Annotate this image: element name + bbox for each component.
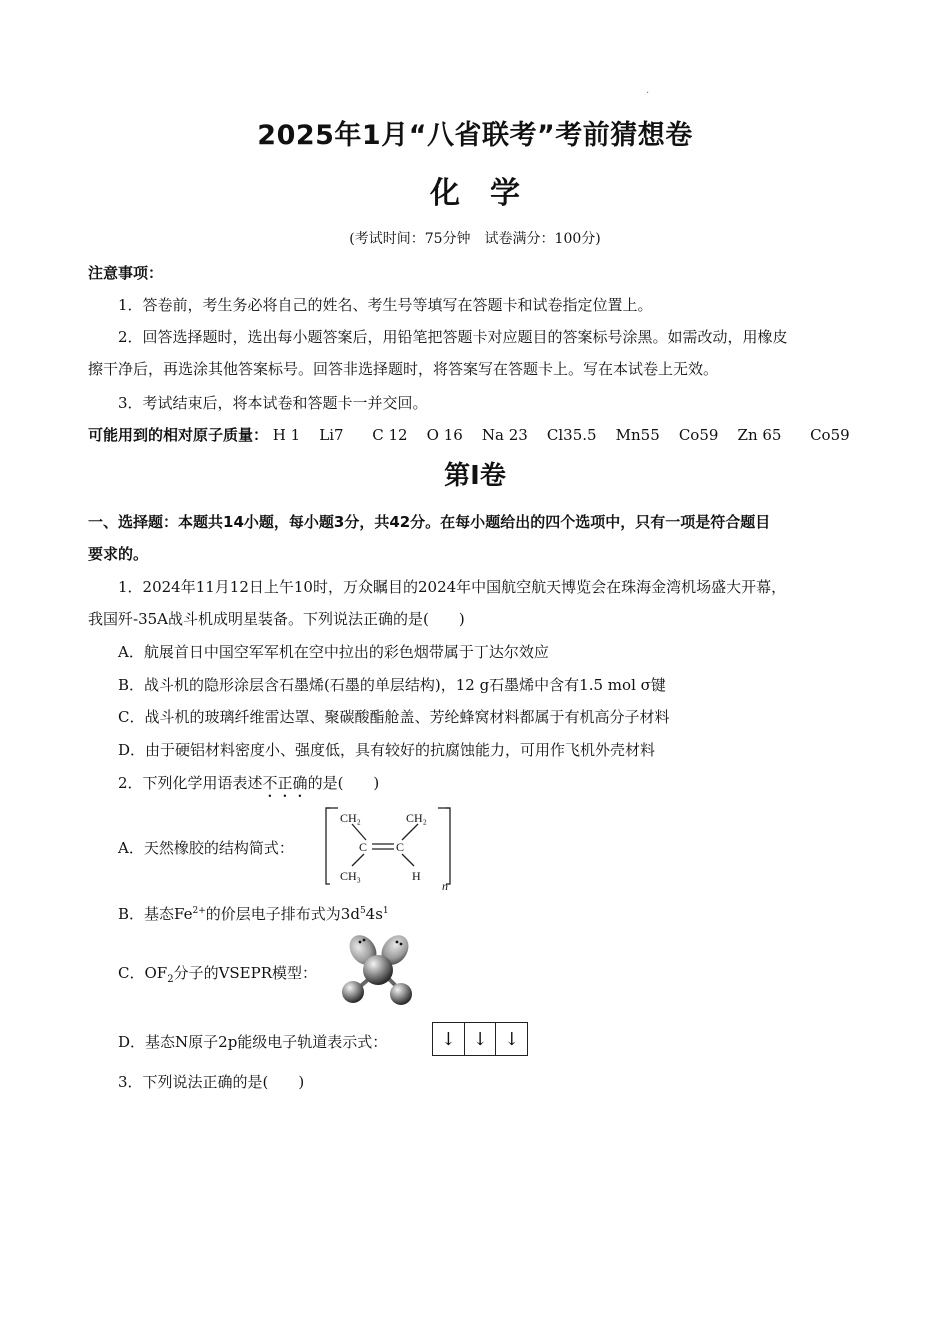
mass-mn: Mn55 [615, 426, 660, 444]
mass-co: Co59 [678, 426, 719, 444]
struct-n: n [442, 879, 448, 890]
q1-option-d: D．由于硬铝材料密度小、强度低，具有较好的抗腐蚀能力，可用作飞机外壳材料 [118, 741, 656, 759]
notice-item-1: 1．答卷前，考生务必将自己的姓名、考生号等填写在答题卡和试卷指定位置上。 [118, 296, 653, 314]
section-instructions-cont: 要求的。 [88, 545, 149, 563]
mass-o: O 16 [426, 426, 463, 444]
struct-ch3: CH₃ [340, 869, 361, 883]
q1-option-c: C．战斗机的玻璃纤维雷达罩、聚碳酸酯舱盖、芳纶蜂窝材料都属于有机高分子材料 [118, 708, 670, 726]
mass-na: Na 23 [481, 426, 528, 444]
q2-stem-emphasis: 不正确 [262, 774, 308, 792]
q2-b-mid2: 4s [365, 905, 383, 923]
notice-item-2: 2．回答选择题时，选出每小题答案后，用铅笔把答题卡对应题目的答案标号涂黑。如需改动，用橡皮 [118, 328, 788, 346]
exam-meta: (考试时间：75分钟 试卷满分：100分) [349, 231, 601, 247]
q2-b-sup-charge: 2+ [192, 906, 206, 916]
notice-item-3: 3．考试结束后，将本试卷和答题卡一并交回。 [118, 394, 428, 412]
q2-c-pre: C．OF [118, 964, 168, 982]
q2-b-mid: 的价层电子排布式为3d [205, 905, 360, 923]
notice-heading: 注意事项： [88, 264, 164, 282]
mass-li: Li7 [319, 426, 344, 444]
q1-stem: 1．2024年11月12日上午10时，万众瞩目的2024年中国航空航天博览会在珠海金湾机场盛大开幕， [118, 578, 787, 596]
orbital-box-2: ↓ [465, 1023, 497, 1055]
scan-mark: · [646, 88, 650, 99]
q2-stem-post: 的是( ) [307, 774, 380, 792]
atomic-masses-label: 可能用到的相对原子质量： [88, 426, 269, 444]
q1-option-b: B．战斗机的隐形涂层含石墨烯(石墨的单层结构)，12 g石墨烯中含有1.5 mol σ键 [118, 676, 666, 694]
notice-item-2-cont: 擦干净后，再选涂其他答案标号。回答非选择题时，将答案写在答题卡上。写在本试卷上无效。 [88, 360, 719, 378]
struct-c-left: C [359, 840, 368, 854]
section-title: 第I卷 [444, 461, 506, 491]
orbital-box-3: ↓ [504, 1028, 520, 1050]
q2-stem [118, 772, 379, 801]
mass-co-2: Co59 [810, 426, 850, 444]
vsepr-model-image [338, 930, 418, 1010]
mass-cl: Cl35.5 [546, 426, 597, 444]
struct-ch2-right: CH₂ [406, 811, 427, 825]
q1-stem-cont: 我国歼-35A战斗机成明星装备。下列说法正确的是( ) [88, 610, 465, 628]
q1-option-a: A．航展首日中国空军军机在空中拉出的彩色烟带属于丁达尔效应 [118, 643, 549, 661]
q2-option-b [118, 903, 389, 924]
q2-option-d-label: D．基态N原子2p能级电子轨道表示式： [118, 1033, 388, 1051]
q2-c-sub: 2 [167, 974, 174, 985]
q2-b-sup-s: 1 [382, 906, 389, 916]
exam-title: 2025年1月“八省联考”考前猜想卷 [257, 120, 693, 151]
mass-h: H 1 [272, 426, 301, 444]
q2-option-c [118, 962, 317, 983]
q2-stem-pre: 2．下列化学用语表述 [118, 774, 263, 792]
subject-title: 化学 [430, 176, 550, 211]
section-instructions: 一、选择题：本题共14小题，每小题3分，共42分。在每小题给出的四个选项中，只有一项是符合题目 [88, 513, 771, 531]
q2-b-sup-d: 5 [359, 906, 366, 916]
struct-c-right: C [396, 840, 405, 854]
struct-ch2-left: CH₂ [340, 811, 361, 825]
q3-stem: 3．下列说法正确的是( ) [118, 1073, 305, 1091]
orbital-diagram [432, 1022, 528, 1056]
q2-c-post: 分子的VSEPR模型： [173, 964, 318, 982]
struct-h: H [412, 869, 421, 883]
atomic-masses [88, 424, 850, 445]
orbital-box-1: ↓ [433, 1023, 465, 1055]
natural-rubber-structure [318, 800, 458, 890]
mass-zn: Zn 65 [737, 426, 782, 444]
mass-c: C 12 [372, 426, 408, 444]
q2-option-a-label: A．天然橡胶的结构简式： [118, 839, 294, 857]
q2-b-pre: B．基态Fe [118, 905, 193, 923]
